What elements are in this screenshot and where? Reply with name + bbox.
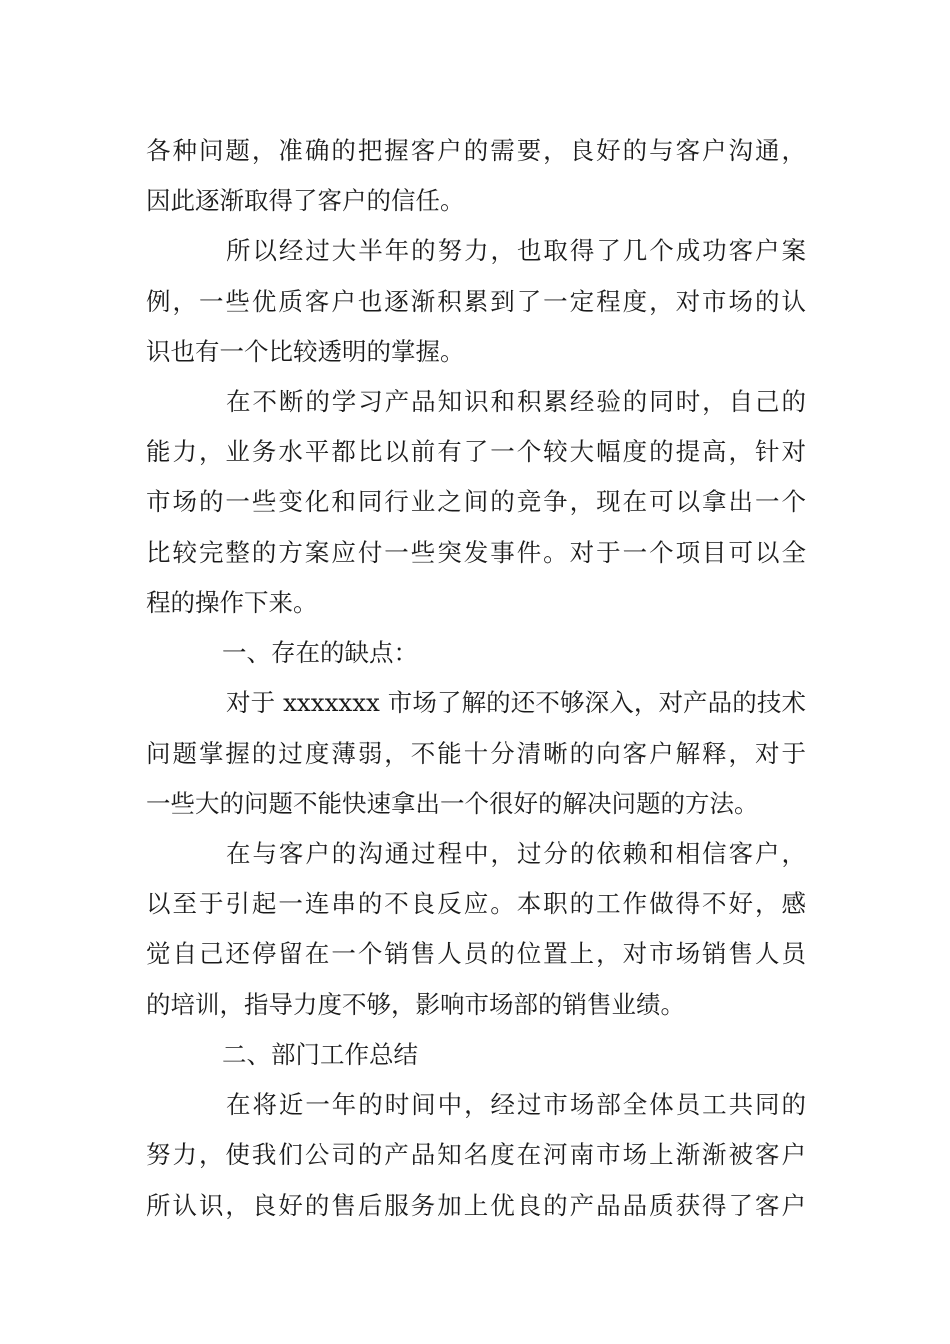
paragraph-first-line: 在与客户的沟通过程中，过分的依赖和相信客户， — [226, 839, 806, 868]
paragraph-line: 识也有一个比较透明的掌握。 — [146, 337, 465, 366]
paragraph-line: 问题掌握的过度薄弱，不能十分清晰的向客户解释，对于 — [146, 739, 806, 768]
paragraph-line: 觉自己还停留在一个销售人员的位置上，对市场销售人员 — [146, 939, 806, 968]
section-heading-department-summary: 二、部门工作总结 — [222, 1040, 418, 1069]
paragraph-first-line: 在将近一年的时间中，经过市场部全体员工共同的 — [226, 1090, 806, 1119]
paragraph-line: 能力，业务水平都比以前有了一个较大幅度的提高，针对 — [146, 437, 806, 466]
paragraph-line: 一些大的问题不能快速拿出一个很好的解决问题的方法。 — [146, 789, 759, 818]
paragraph-first-line: 所以经过大半年的努力，也取得了几个成功客户案 — [226, 236, 806, 265]
paragraph-line: 各种问题，准确的把握客户的需要，良好的与客户沟通， — [146, 136, 806, 165]
paragraph-first-line: 在不断的学习产品知识和积累经验的同时，自己的 — [226, 387, 806, 416]
paragraph-line: 努力，使我们公司的产品知名度在河南市场上渐渐被客户 — [146, 1140, 806, 1169]
paragraph-line: 所认识，良好的售后服务加上优良的产品品质获得了客户 — [146, 1191, 806, 1220]
paragraph-first-line: 对于 xxxxxxx 市场了解的还不够深入，对产品的技术 — [226, 688, 806, 717]
paragraph-line: 比较完整的方案应付一些突发事件。对于一个项目可以全 — [146, 538, 806, 567]
paragraph-line: 例，一些优质客户也逐渐积累到了一定程度，对市场的认 — [146, 287, 806, 316]
paragraph-line: 市场的一些变化和同行业之间的竞争，现在可以拿出一个 — [146, 487, 806, 516]
paragraph-line: 的培训，指导力度不够，影响市场部的销售业绩。 — [146, 990, 685, 1019]
section-heading-shortcomings: 一、存在的缺点： — [222, 638, 418, 667]
paragraph-line: 因此逐渐取得了客户的信任。 — [146, 186, 465, 215]
paragraph-line: 以至于引起一连串的不良反应。本职的工作做得不好，感 — [146, 889, 806, 918]
paragraph-line: 程的操作下来。 — [146, 588, 318, 617]
